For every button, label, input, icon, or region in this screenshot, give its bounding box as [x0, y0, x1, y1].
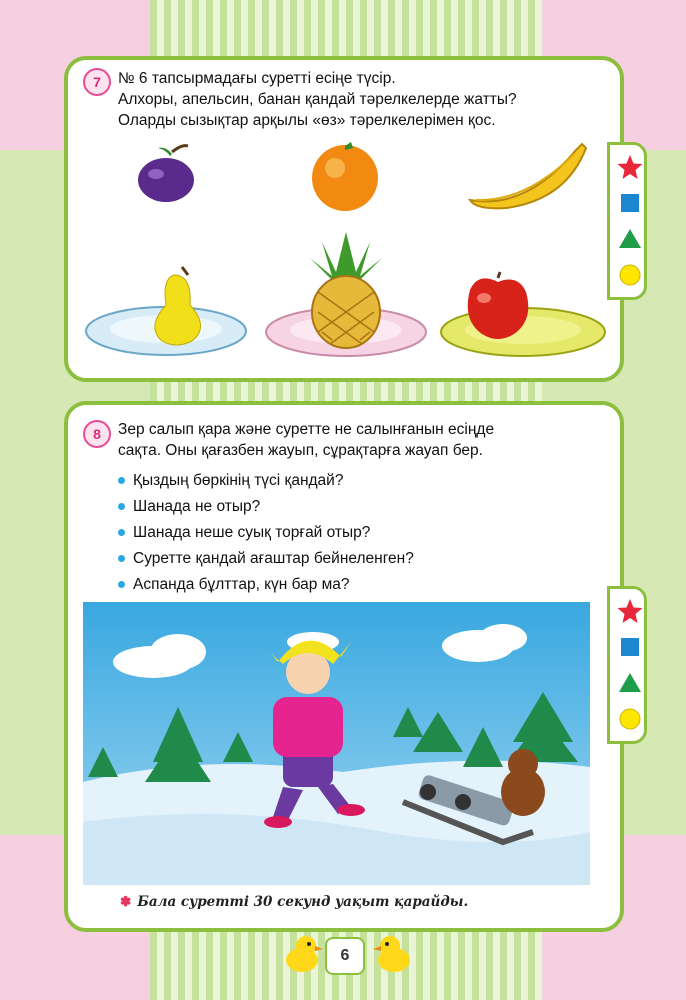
task-7-line-3: Оларды сызықтар арқылы «өз» тәрелкелерімен қос.	[118, 112, 496, 129]
banana-icon	[466, 140, 590, 212]
square-icon	[616, 633, 644, 661]
bullet-icon	[118, 477, 125, 484]
asterisk-icon: ✽	[120, 894, 132, 910]
plum-icon	[132, 144, 202, 206]
circle-icon	[616, 261, 644, 289]
pineapple-on-plate	[262, 232, 430, 365]
list-item: Суретте қандай ағаштар бейнеленген?	[118, 546, 414, 572]
question-list	[118, 468, 414, 598]
chick-right-icon	[372, 932, 416, 976]
list-item: Шанада не отыр?	[118, 494, 414, 520]
chick-left-icon	[280, 932, 324, 976]
circle-icon	[616, 705, 644, 733]
square-icon	[616, 189, 644, 217]
shape-tab-top	[607, 142, 647, 300]
winter-scene-illustration	[83, 602, 590, 885]
star-icon	[616, 597, 644, 625]
task-7-line-2: Алхоры, апельсин, банан қандай тәрелкелерде жатты?	[118, 91, 517, 108]
pear-on-plate	[82, 265, 250, 365]
triangle-icon	[616, 225, 644, 253]
task-7-line-1: № 6 тапсырмадағы суретті есіңе түсір.	[118, 70, 396, 87]
apple-on-plate	[438, 270, 608, 365]
bullet-icon	[118, 503, 125, 510]
list-item: Аспанда бұлттар, күн бар ма?	[118, 572, 414, 598]
list-item: Қыздың бөркінің түсі қандай?	[118, 468, 414, 494]
triangle-icon	[616, 669, 644, 697]
bullet-icon	[118, 529, 125, 536]
page-number: 6	[325, 937, 365, 975]
task-7-number: 7	[83, 68, 111, 96]
task-8-line-1: Зер салып қара және суретте не салынғанын есіңде	[118, 421, 495, 438]
orange-icon	[305, 138, 385, 212]
task-8-number: 8	[83, 420, 111, 448]
instruction-note: ✽ Бала суретті 30 секунд уақыт қарайды.	[120, 894, 469, 910]
task-8-line-2: сақта. Оны қағазбен жауып, сұрақтарға жауап бер.	[118, 442, 483, 459]
star-icon	[616, 153, 644, 181]
list-item: Шанада неше суық торғай отыр?	[118, 520, 414, 546]
bullet-icon	[118, 555, 125, 562]
shape-tab-bottom	[607, 586, 647, 744]
bullet-icon	[118, 581, 125, 588]
